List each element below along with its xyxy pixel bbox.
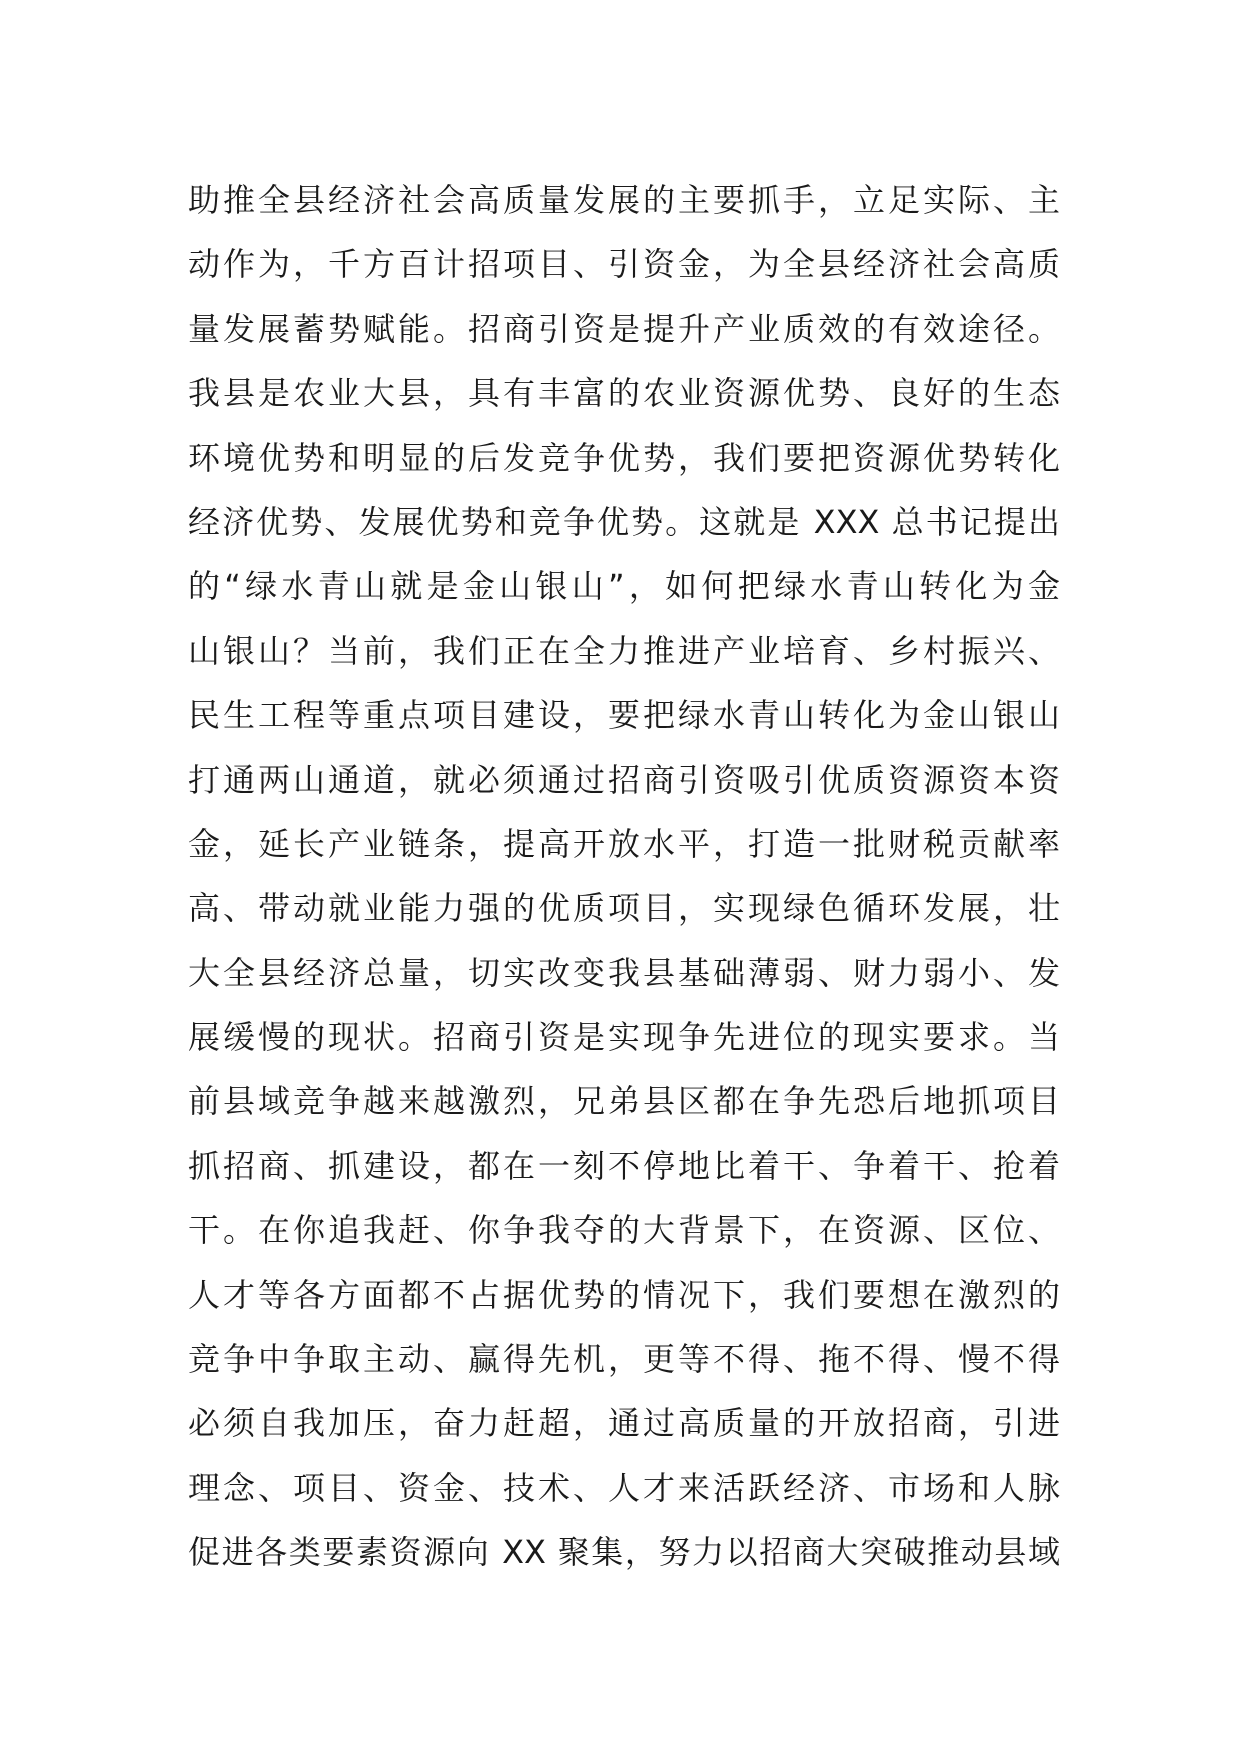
text-line: 助推全县经济社会高质量发展的主要抓手，立足实际、主 bbox=[188, 181, 1060, 219]
text-line: 打通两山通道，就必须通过招商引资吸引优质资源资本资 bbox=[188, 760, 1060, 799]
text-line: 环境优势和明显的后发竞争优势，我们要把资源优势转化 bbox=[188, 438, 1060, 477]
text-line: 抓招商、抓建设，都在一刻不停地比着干、争着干、抢着 bbox=[188, 1146, 1060, 1185]
text-line: 的“绿水青山就是金山银山”，如何把绿水青山转化为金 bbox=[188, 567, 1060, 606]
text-line: 促进各类要素资源向 XX 聚集，努力以招商大突破推动县域 bbox=[188, 1533, 1060, 1572]
text-line: 人才等各方面都不占据优势的情况下，我们要想在激烈的 bbox=[188, 1275, 1060, 1314]
text-line: 展缓慢的现状。招商引资是实现争先进位的现实要求。当 bbox=[188, 1018, 1060, 1057]
text-line: 经济优势、发展优势和竞争优势。这就是 XXX 总书记提出 bbox=[188, 502, 1060, 541]
body-text bbox=[188, 168, 1060, 1585]
text-line: 民生工程等重点项目建设，要把绿水青山转化为金山银山 bbox=[188, 696, 1060, 735]
text-line: 前县域竞争越来越激烈，兄弟县区都在争先恐后地抓项目 bbox=[188, 1082, 1060, 1121]
text-line: 高、带动就业能力强的优质项目，实现绿色循环发展，壮 bbox=[188, 889, 1060, 928]
text-line: 竞争中争取主动、赢得先机，更等不得、拖不得、慢不得 bbox=[188, 1340, 1060, 1379]
text-line: 金，延长产业链条，提高开放水平，打造一批财税贡献率 bbox=[188, 824, 1060, 863]
text-line: 大全县经济总量，切实改变我县基础薄弱、财力弱小、发 bbox=[188, 953, 1060, 992]
text-line: 干。在你追我赶、你争我夺的大背景下，在资源、区位、 bbox=[188, 1211, 1060, 1250]
text-line: 量发展蓄势赋能。招商引资是提升产业质效的有效途径。 bbox=[188, 309, 1060, 348]
text-line: 必须自我加压，奋力赶超，通过高质量的开放招商，引进 bbox=[188, 1404, 1060, 1443]
text-line: 山银山？当前，我们正在全力推进产业培育、乡村振兴、 bbox=[188, 631, 1060, 670]
text-line: 动作为，千方百计招项目、引资金，为全县经济社会高质 bbox=[188, 245, 1060, 284]
text-line: 理念、项目、资金、技术、人才来活跃经济、市场和人脉 bbox=[188, 1468, 1060, 1507]
text-line: 我县是农业大县，具有丰富的农业资源优势、良好的生态 bbox=[188, 374, 1060, 413]
